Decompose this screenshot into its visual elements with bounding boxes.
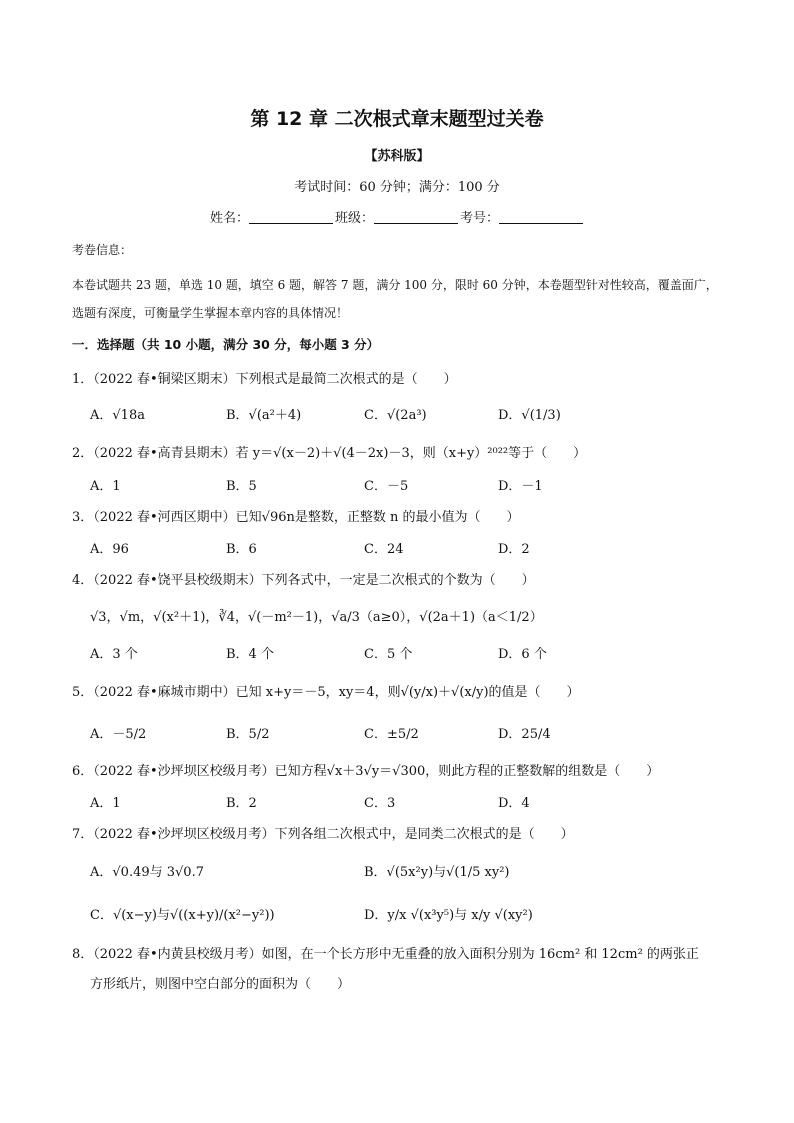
question-stem: 1．（2022 春•铜梁区期末）下列根式是最简二次根式的是（ ） (72, 372, 457, 387)
question-option: D．4 (498, 796, 530, 811)
question-option: C．±5/2 (364, 727, 419, 742)
class-blank[interactable] (374, 211, 458, 224)
question-option: A．3 个 (90, 647, 138, 662)
question-stem: 6．（2022 春•沙坪坝区校级月考）已知方程√x＋3√y＝√300，则此方程的正整数解的组数是（ ） (72, 764, 660, 779)
question-option: C．√(x−y)与√((x+y)/(x²−y²)) (90, 908, 275, 923)
info-label: 考卷信息： (72, 243, 133, 257)
question-stem: 7．（2022 春•沙坪坝区校级月考）下列各组二次根式中，是同类二次根式的是（ ） (72, 827, 574, 842)
question-option: D．6 个 (498, 647, 547, 662)
name-label: 姓名： (210, 211, 250, 226)
question-option: A．－5/2 (90, 727, 147, 742)
question-option: D．y/x √(x³y⁵)与 x/y √(xy²) (364, 908, 533, 923)
question-option: D．2 (498, 542, 530, 557)
number-label: 考号： (460, 211, 500, 226)
question-option: B．4 个 (226, 647, 274, 662)
section-heading: 一．选择题（共 10 小题，满分 30 分，每小题 3 分） (72, 337, 380, 352)
question-option: C．√(2a³) (364, 408, 427, 423)
question-option: C．3 (364, 796, 396, 811)
question-stem: 4．（2022 春•饶平县校级期末）下列各式中，一定是二次根式的个数为（ ） (72, 573, 535, 588)
question-option: B．√(5x²y)与√(1/5 xy²) (364, 865, 510, 880)
name-blank[interactable] (249, 211, 333, 224)
question-option: B．2 (226, 796, 257, 811)
question-stem: 8．（2022 春•内黄县校级月考）如图，在一个长方形中无重叠的放入面积分别为 16cm² 和 12cm² 的两张正 (72, 947, 699, 962)
question-stem-continued: 方形纸片，则图中空白部分的面积为（ ） (90, 977, 351, 992)
question-option: C．5 个 (364, 647, 413, 662)
number-blank[interactable] (499, 211, 583, 224)
question-stem: 2．（2022 春•高青县期末）若 y＝√(x－2)＋√(4－2x)－3，则（x+y）²⁰²²等于（ ） (72, 446, 587, 461)
question-option: A．√18a (90, 408, 145, 423)
question-expression-line: √3，√m，√(x²＋1)，∛4，√(－m²－1)，√a/3（a≥0），√(2a＋1)（a＜1/2） (90, 610, 543, 625)
question-stem: 5．（2022 春•麻城市期中）已知 x+y＝－5，xy＝4，则√(y/x)＋√(x/y)的值是（ ） (72, 685, 580, 700)
question-option: B．5/2 (226, 727, 270, 742)
info-text: 本卷试题共 23 题，单选 10 题，填空 6 题，解答 7 题，满分 100 分，限时 60 分钟，本卷题型针对性较高，覆盖面广，选题有深度，可衡量学生掌握本章内容的具体情况！ (72, 278, 718, 320)
question-option: D．－1 (498, 479, 543, 494)
page-title: 第 12 章 二次根式章末题型过关卷 (250, 108, 544, 130)
exam-time: 考试时间：60 分钟；满分：100 分 (294, 180, 500, 195)
question-option: C．－5 (364, 479, 409, 494)
question-option: A．96 (90, 542, 129, 557)
question-option: B．√(a²＋4) (226, 408, 302, 423)
question-option: A．1 (90, 479, 121, 494)
question-option: D．√(1/3) (498, 408, 561, 423)
question-option: B．6 (226, 542, 257, 557)
question-option: A．1 (90, 796, 121, 811)
edition-label: 【苏科版】 (364, 149, 430, 164)
question-option: C．24 (364, 542, 404, 557)
class-label: 班级： (335, 211, 375, 226)
question-option: B．5 (226, 479, 257, 494)
question-option: D．25/4 (498, 727, 551, 742)
student-info-row (210, 207, 585, 226)
question-stem: 3．（2022 春•河西区期中）已知√96n是整数，正整数 n 的最小值为（ ） (72, 510, 520, 525)
question-option: A．√0.49与 3√0.7 (90, 865, 204, 880)
